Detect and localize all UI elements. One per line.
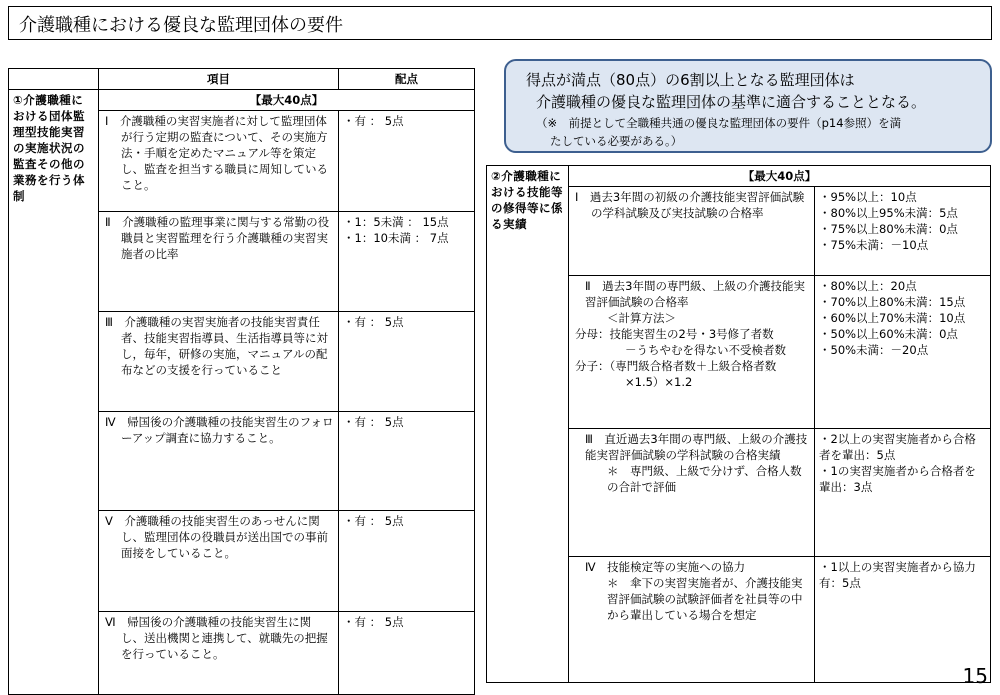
requirement-points: ・80%以上：20点 ・70%以上80%未満：15点 ・60%以上70%未満：10点 ・50%以上60%未満：0点 ・50%未満：－20点 [815, 276, 991, 429]
header-points: 配点 [339, 69, 475, 90]
left-requirements-table [8, 68, 475, 695]
requirement-item: Ⅱ 介護職種の監理事業に関与する常勤の役職員と実習監理を行う介護職種の実習実施者の比率 [99, 212, 339, 312]
category-2: ②介護職種における技能等の修得等に係る実績 [487, 166, 569, 683]
requirement-item: Ⅵ 帰国後の介護職種の技能実習生に関し、送出機関と連携して、就職先の把握を行っていること。 [99, 612, 339, 695]
callout-line-2: 介護職種の優良な監理団体の基準に適合することとなる。 [536, 93, 927, 111]
page-title: 介護職種における優良な監理団体の要件 [19, 15, 343, 36]
requirement-item: Ⅰ 過去3年間の初級の介護技能実習評価試験の学科試験及び実技試験の合格率 [569, 187, 815, 276]
requirement-item: Ⅳ 技能検定等の実施への協力 ＊ 傘下の実習実施者が、介護技能実習評価試験の試験評価者を社員等の中から輩出している場合を想定 [569, 557, 815, 683]
calc-line: －うちやむを得ない不受検者数 [625, 343, 786, 357]
callout-note-1: （※ 前提として全職種共通の優良な監理団体の要件（p14参照）を満 [536, 116, 902, 130]
requirement-note: ＊ 専門級、上級で分けず、合格人数の合計で評価 [607, 464, 802, 494]
title-box [8, 6, 992, 40]
requirement-points: ・2以上の実習実施者から合格者を輩出：5点 ・1の実習実施者から合格者を輩出：3点 [815, 429, 991, 557]
requirement-points: ・有 ： 5点 [339, 412, 475, 511]
requirement-note: ＊ 傘下の実習実施者が、介護技能実習評価試験の試験評価者を社員等の中から輩出している場合を想定 [607, 576, 803, 622]
calc-line: 分子：（専門級合格者数＋上級合格者数 [575, 359, 777, 373]
requirement-points: ・1以上の実習実施者から協力有：5点 [815, 557, 991, 683]
max-points: 【最大40点】 [99, 90, 475, 111]
calc-title: ＜計算方法＞ [607, 311, 676, 325]
criteria-callout [504, 59, 992, 153]
requirement-item: Ⅳ 帰国後の介護職種の技能実習生のフォローアップ調査に協力すること。 [99, 412, 339, 511]
right-requirements-table [486, 165, 991, 683]
requirement-item: Ⅴ 介護職種の技能実習生のあっせんに関し、監理団体の役職員が送出国での事前面接をしていること。 [99, 511, 339, 612]
header-blank [9, 69, 99, 90]
requirement-points: ・有 ： 5点 [339, 612, 475, 695]
requirement-item: Ⅰ 介護職種の実習実施者に対して監理団体が行う定期の監査について、その実施方法・手順を定めたマニュアル等を策定し、監査を担当する職員に周知していること。 [99, 111, 339, 212]
requirement-points: ・有 ： 5点 [339, 312, 475, 412]
callout-line-1: 得点が満点（80点）の6割以上となる監理団体は [526, 71, 855, 89]
requirement-item: Ⅲ 直近過去3年間の専門級、上級の介護技能実習評価試験の学科試験の合格実績 ＊ 専門級、上級で分けず、合格人数の合計で評価 [569, 429, 815, 557]
category-1: ①介護職種における団体監理型技能実習の実施状況の監査その他の業務を行う体制 [9, 90, 99, 695]
requirement-points: ・有 ： 5点 [339, 511, 475, 612]
requirement-points: ・95%以上：10点 ・80%以上95%未満：5点 ・75%以上80%未満：0点 ・75%未満：－10点 [815, 187, 991, 276]
requirement-points: ・有 ： 5点 [339, 111, 475, 212]
callout-note-2: たしている必要がある。） [550, 134, 683, 148]
requirement-item: Ⅱ 過去3年間の専門級、上級の介護技能実習評価試験の合格率 ＜計算方法＞ 分母：技能実習生の2号・3号修了者数 －うちやむを得ない不受検者数 分子：（専門級合格者数＋上級合格者数 ×1.5）×1.2 [569, 276, 815, 429]
requirement-points: ・1：5未満 ： 15点 ・1：10未満 ： 7点 [339, 212, 475, 312]
page-number: 15 [962, 664, 988, 688]
max-points: 【最大40点】 [569, 166, 991, 187]
header-item: 項目 [99, 69, 339, 90]
calc-line: ×1.5）×1.2 [625, 375, 693, 389]
calc-line: 分母：技能実習生の2号・3号修了者数 [575, 327, 774, 341]
requirement-item: Ⅲ 介護職種の実習実施者の技能実習責任者、技能実習指導員、生活指導員等に対し，毎年，研修の実施，マニュアルの配布などの支援を行っていること [99, 312, 339, 412]
